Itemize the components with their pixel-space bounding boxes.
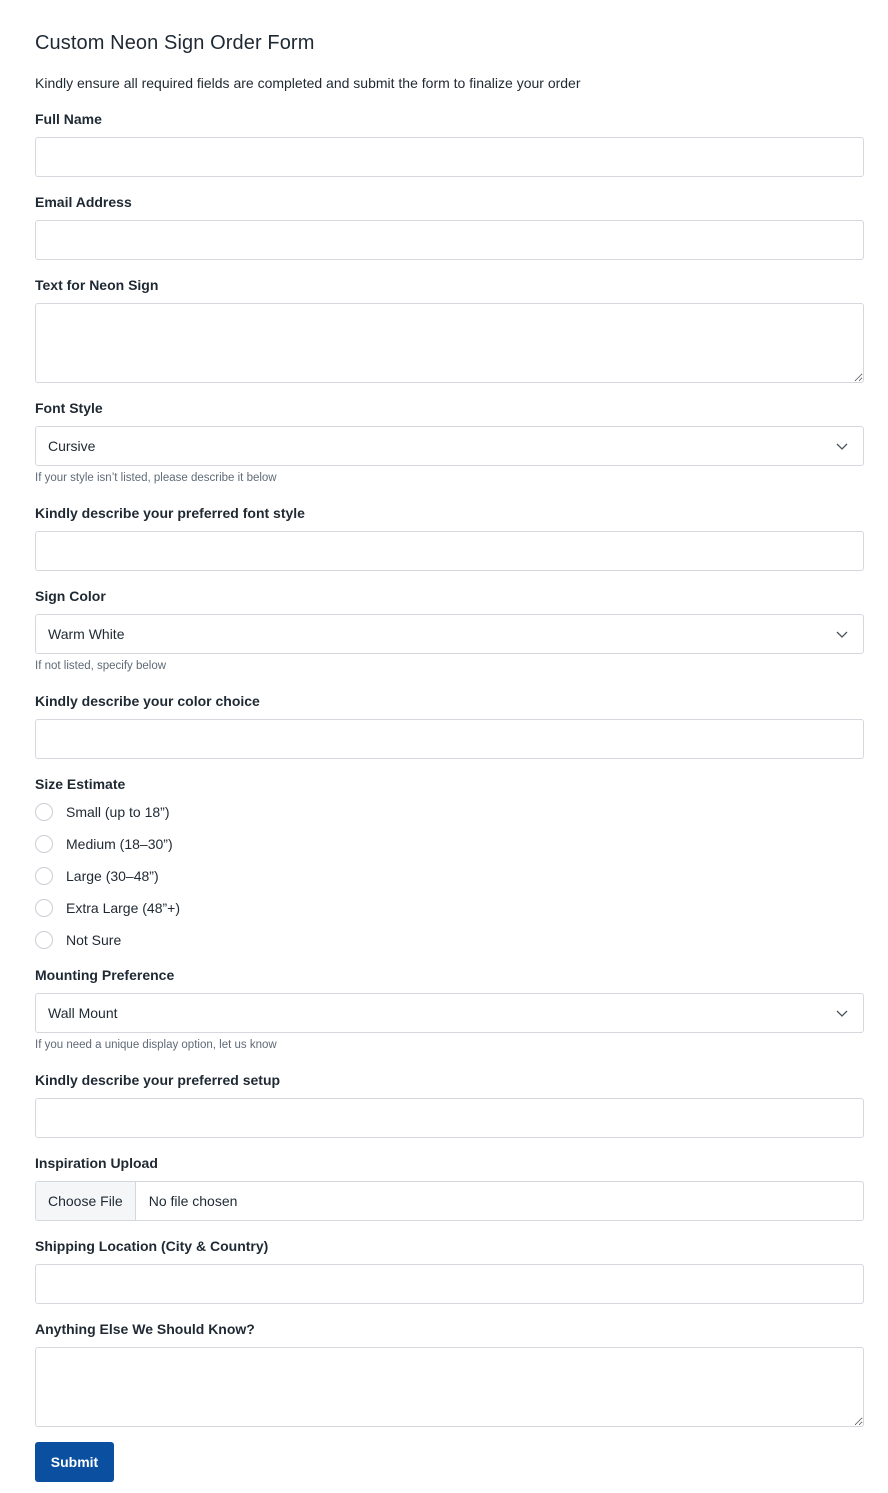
color-description-input[interactable]	[35, 719, 864, 759]
email-input[interactable]	[35, 220, 864, 260]
color-description-label: Kindly describe your color choice	[35, 693, 260, 709]
full-name-label: Full Name	[35, 111, 102, 127]
font-style-select[interactable]	[35, 426, 864, 466]
notes-label: Anything Else We Should Know?	[35, 1321, 255, 1337]
sign-text-textarea[interactable]	[35, 303, 864, 383]
size-option-label: Large (30–48”)	[66, 868, 159, 884]
mounting-label: Mounting Preference	[35, 967, 175, 983]
font-style-label: Font Style	[35, 400, 103, 416]
sign-color-select[interactable]	[35, 614, 864, 654]
size-option-large[interactable]	[35, 866, 159, 886]
size-option-extra-large[interactable]	[35, 898, 180, 918]
notes-textarea[interactable]	[35, 1347, 864, 1427]
size-option-medium[interactable]	[35, 834, 173, 854]
sign-color-selected-value: Warm White	[48, 626, 125, 642]
file-upload-field[interactable]	[35, 1181, 864, 1221]
size-option-label: Extra Large (48”+)	[66, 900, 180, 916]
form-title: Custom Neon Sign Order Form	[35, 32, 315, 54]
full-name-input[interactable]	[35, 137, 864, 177]
form-subtitle: Kindly ensure all required fields are completed and submit the form to finalize your order	[35, 75, 581, 91]
shipping-label: Shipping Location (City & Country)	[35, 1238, 269, 1254]
upload-label: Inspiration Upload	[35, 1155, 158, 1171]
shipping-input[interactable]	[35, 1264, 864, 1304]
chevron-down-icon	[835, 627, 849, 641]
mounting-hint: If you need a unique display option, let us know	[35, 1039, 277, 1051]
font-style-selected-value: Cursive	[48, 438, 96, 454]
radio-button[interactable]	[35, 899, 53, 917]
radio-button[interactable]	[35, 835, 53, 853]
radio-button[interactable]	[35, 803, 53, 821]
setup-description-input[interactable]	[35, 1098, 864, 1138]
radio-button[interactable]	[35, 931, 53, 949]
choose-file-button[interactable]: Choose File	[36, 1182, 136, 1220]
submit-button[interactable]: Submit	[35, 1442, 114, 1482]
email-label: Email Address	[35, 194, 132, 210]
size-option-label: Small (up to 18”)	[66, 804, 170, 820]
font-description-input[interactable]	[35, 531, 864, 571]
sign-color-hint: If not listed, specify below	[35, 660, 167, 672]
size-estimate-label: Size Estimate	[35, 776, 126, 792]
mounting-select[interactable]	[35, 993, 864, 1033]
size-option-small[interactable]	[35, 802, 169, 822]
radio-button[interactable]	[35, 867, 53, 885]
mounting-selected-value: Wall Mount	[48, 1005, 118, 1021]
chevron-down-icon	[835, 439, 849, 453]
file-status-text: No file chosen	[148, 1193, 238, 1209]
sign-color-label: Sign Color	[35, 588, 106, 604]
setup-description-label: Kindly describe your preferred setup	[35, 1072, 281, 1088]
size-option-label: Not Sure	[66, 932, 122, 948]
font-description-label: Kindly describe your preferred font style	[35, 505, 305, 521]
chevron-down-icon	[835, 1006, 849, 1020]
size-option-not-sure[interactable]	[35, 930, 121, 950]
size-option-label: Medium (18–30”)	[66, 836, 173, 852]
font-style-hint: If your style isn’t listed, please describe it below	[35, 472, 277, 484]
sign-text-label: Text for Neon Sign	[35, 277, 159, 293]
